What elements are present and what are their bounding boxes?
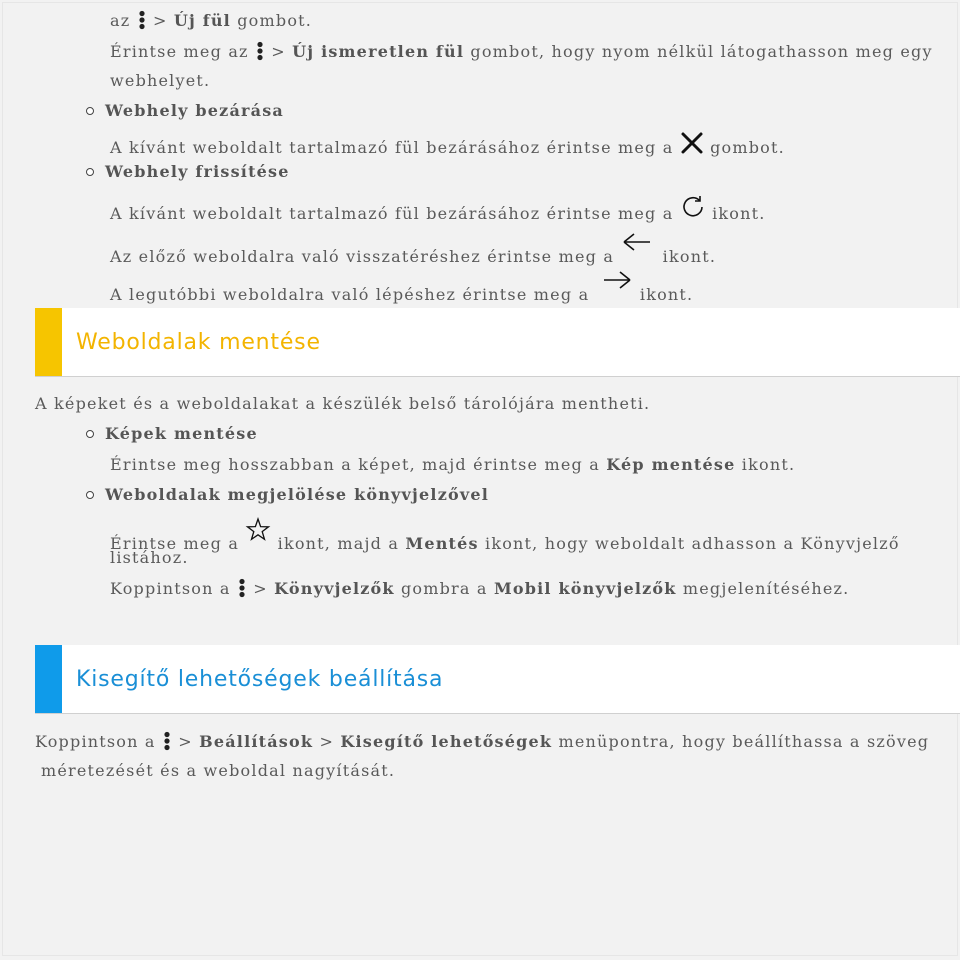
line-new-tab: az > Új fül gombot. xyxy=(110,11,313,30)
section1-intro: A képeket és a weboldalakat a készülék belső tárolójára mentheti. xyxy=(35,394,651,413)
line-accessibility-2: méretezését és a weboldal nagyítását. xyxy=(41,761,396,780)
line-forward: A legutóbbi weboldalra való lépéshez érintse meg a ikont. xyxy=(110,270,693,305)
section-title: Weboldalak mentése xyxy=(76,330,321,355)
section-accent-bar xyxy=(35,645,62,713)
line-webhelyet: webhelyet. xyxy=(110,71,211,90)
line-bookmark: Érintse meg a ikont, majd a Mentés ikont, hogy weboldalt adhasson a Könyvjelző xyxy=(110,517,900,554)
section-header-save-pages xyxy=(35,308,960,377)
bullet-icon xyxy=(86,107,94,115)
more-menu-icon xyxy=(137,10,147,30)
section-title: Kisegítő lehetőségek beállítása xyxy=(76,667,444,692)
close-icon xyxy=(680,131,704,155)
line-refresh-site: A kívánt weboldalt tartalmazó fül bezárásához érintse meg a ikont. xyxy=(110,194,766,224)
bullet-icon xyxy=(86,491,94,499)
heading-close-site: Webhely bezárása xyxy=(105,101,284,120)
line-accessibility: Koppintson a > Beállítások > Kisegítő lehetőségek menüpontra, hogy beállíthassa a szöveg xyxy=(35,732,930,751)
section-header-accessibility xyxy=(35,645,960,714)
more-menu-icon xyxy=(237,578,247,598)
line-close-site: A kívánt weboldalt tartalmazó fül bezárásához érintse meg a gombot. xyxy=(110,131,785,158)
refresh-icon xyxy=(680,194,706,220)
section-accent-bar xyxy=(35,308,62,376)
bullet-icon xyxy=(86,430,94,438)
heading-save-images: Képek mentése xyxy=(105,424,258,443)
more-menu-icon xyxy=(255,41,265,61)
heading-bookmark: Weboldalak megjelölése könyvjelzővel xyxy=(105,485,490,504)
forward-arrow-icon xyxy=(596,270,634,296)
line-save-images: Érintse meg hosszabban a képet, majd érintse meg a Kép mentése ikont. xyxy=(110,455,796,474)
bullet-icon xyxy=(86,168,94,176)
line-bookmark-2: listához. xyxy=(110,548,189,567)
star-icon xyxy=(245,517,271,543)
line-back: Az előző weboldalra való visszatéréshez érintse meg a ikont. xyxy=(110,232,716,267)
heading-refresh-site: Webhely frissítése xyxy=(105,162,290,181)
back-arrow-icon xyxy=(620,232,656,258)
line-incognito-tab: Érintse meg az > Új ismeretlen fül gombot, hogy nyom nélkül látogathasson meg egy xyxy=(110,42,933,61)
more-menu-icon xyxy=(162,731,172,751)
line-bookmark-3: Koppintson a > Könyvjelzők gombra a Mobil könyvjelzők megjelenítéséhez. xyxy=(110,579,850,598)
